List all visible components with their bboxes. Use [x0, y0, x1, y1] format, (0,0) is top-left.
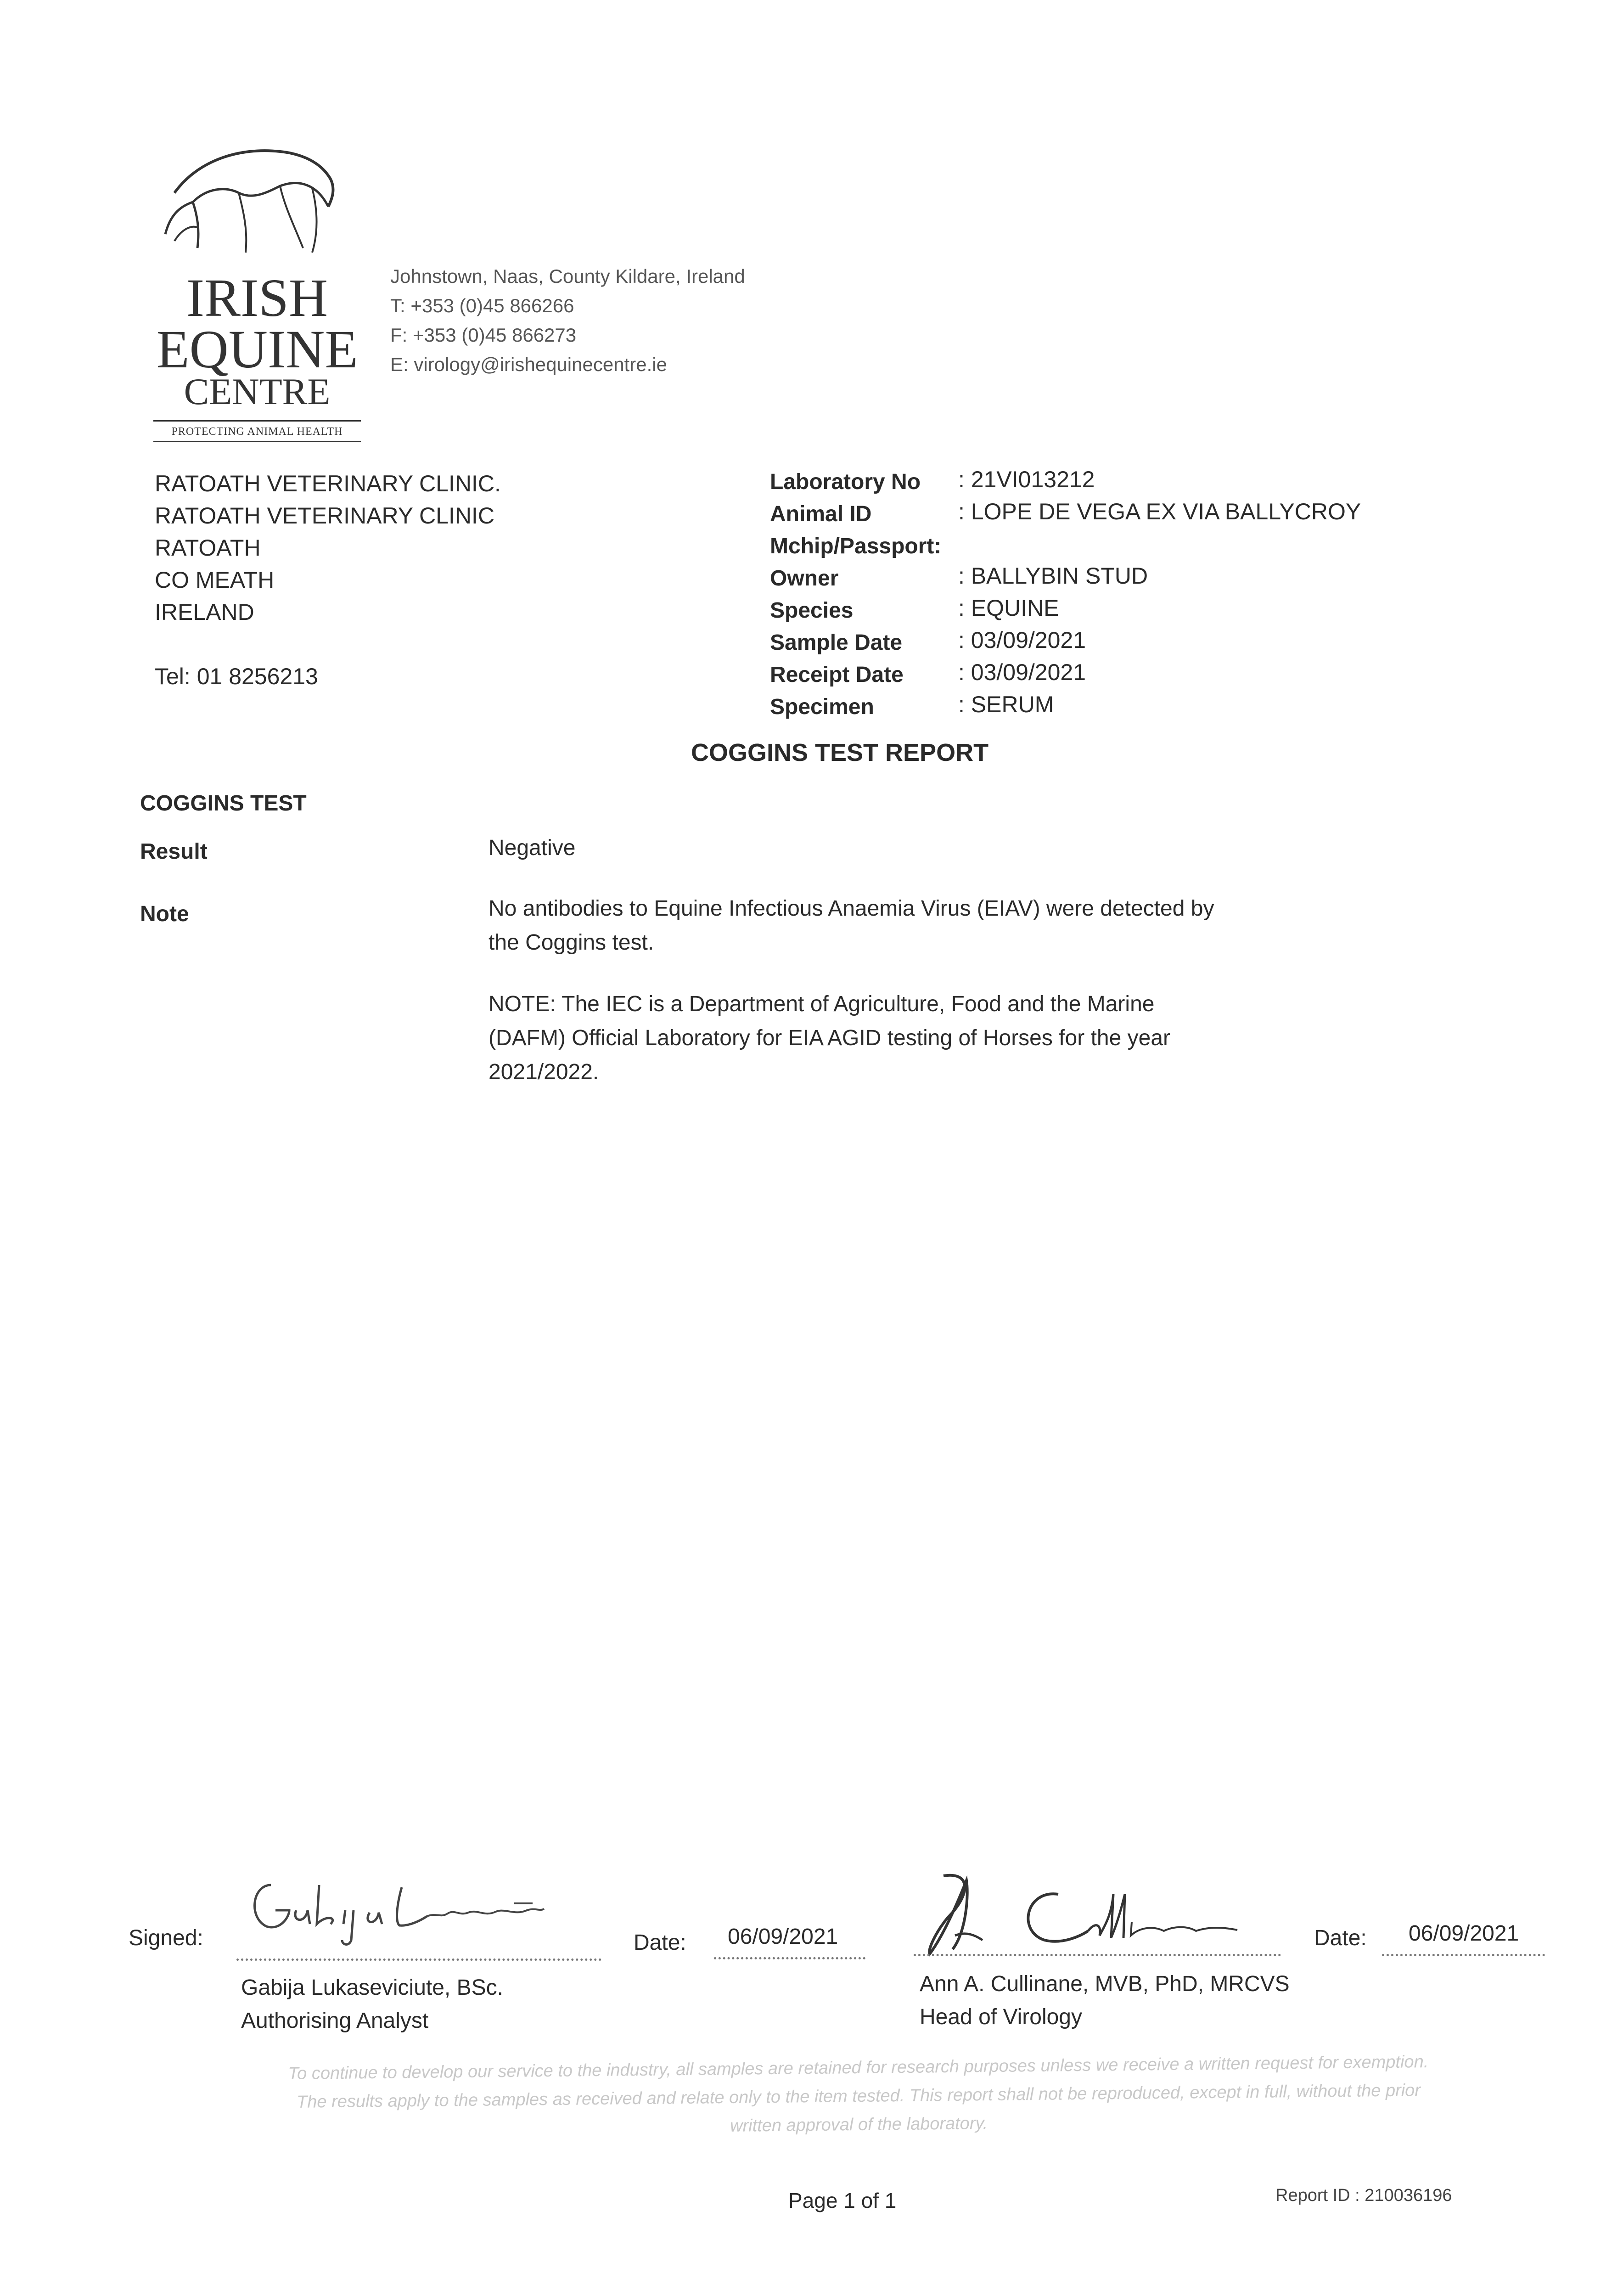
recipient-line: CO MEATH: [155, 567, 275, 593]
signatory-name-right: Ann A. Cullinane, MVB, PhD, MRCVS: [920, 1972, 1290, 1996]
logo-line-centre: CENTRE: [184, 371, 331, 412]
lab-label-receipt-date: Receipt Date: [770, 663, 904, 687]
dafm-note-line: 2021/2022.: [489, 1060, 599, 1084]
lab-value-sample-date: : 03/09/2021: [958, 627, 1086, 653]
section-heading: COGGINS TEST: [140, 791, 307, 816]
contact-email: E: virology@irishequinecentre.ie: [390, 354, 667, 375]
date-value-left: 06/09/2021: [728, 1925, 838, 1949]
lab-value-species: : EQUINE: [958, 595, 1059, 621]
note-line: the Coggins test.: [489, 930, 654, 955]
horse-logo-icon: [147, 142, 367, 280]
disclaimer-line: written approval of the laboratory.: [730, 2114, 988, 2136]
logo-line-irish: IRISH: [186, 268, 328, 328]
recipient-line: RATOATH VETERINARY CLINIC.: [155, 471, 501, 496]
contact-block: [390, 262, 849, 379]
note-line: No antibodies to Equine Infectious Anaemia Virus (EIAV) were detected by: [489, 896, 1214, 921]
recipient-address: [155, 467, 706, 628]
date-line-right: [1382, 1954, 1545, 1956]
note-text: [489, 892, 1407, 960]
recipient-tel: Tel: 01 8256213: [155, 664, 318, 689]
disclaimer-line: The results apply to the samples as received and relate only to the item tested. This report shall not be reproduced, except in full, without the prior: [296, 2081, 1421, 2112]
page-number: Page 1 of 1: [788, 2189, 897, 2212]
result-label: Result: [140, 839, 208, 864]
report-title: COGGINS TEST REPORT: [691, 739, 989, 766]
signatory-name-left: Gabija Lukaseviciute, BSc.: [241, 1975, 503, 2000]
signed-label: Signed:: [129, 1926, 203, 1950]
logo: [147, 142, 367, 445]
lab-label-owner: Owner: [770, 566, 839, 591]
signature-gabija: [239, 1867, 560, 1949]
date-line-left: [714, 1957, 865, 1959]
lab-info-row: [770, 595, 1550, 627]
recipient-line: IRELAND: [155, 599, 254, 625]
lab-value-laboratory-no: : 21VI013212: [958, 467, 1095, 492]
lab-info-row: [770, 498, 1550, 530]
lab-value-owner: : BALLYBIN STUD: [958, 563, 1148, 589]
signature-line-right: [914, 1954, 1281, 1956]
lab-info-row: [770, 466, 1550, 498]
recipient-line: RATOATH VETERINARY CLINIC: [155, 503, 494, 529]
lab-info-row: [770, 530, 1550, 563]
lab-value-specimen: : SERUM: [958, 692, 1054, 717]
date-value-right: 06/09/2021: [1409, 1921, 1519, 1946]
lab-value-receipt-date: : 03/09/2021: [958, 659, 1086, 685]
lab-value-animal-id: : LOPE DE VEGA EX VIA BALLYCROY: [958, 499, 1361, 524]
lab-info-row: [770, 627, 1550, 659]
signatory-role-right: Head of Virology: [920, 2005, 1082, 2029]
logo-tagline: PROTECTING ANIMAL HEALTH: [171, 426, 343, 438]
logo-line-equine: EQUINE: [156, 319, 358, 379]
lab-label-mchip: Mchip/Passport:: [770, 534, 942, 558]
disclaimer-line: To continue to develop our service to the industry, all samples are retained for research purposes unless we receive a written request for exemption.: [288, 2052, 1429, 2084]
contact-fax: F: +353 (0)45 866273: [390, 324, 577, 346]
signatory-right: [920, 1968, 1425, 2034]
lab-info-row: [770, 691, 1550, 723]
disclaimer: [220, 2047, 1497, 2145]
dafm-note-line: NOTE: The IEC is a Department of Agriculture, Food and the Marine: [489, 992, 1155, 1016]
lab-label-specimen: Specimen: [770, 695, 874, 719]
lab-label-sample-date: Sample Date: [770, 630, 903, 655]
lab-info: [770, 466, 1550, 723]
signatory-role-left: Authorising Analyst: [241, 2009, 429, 2033]
contact-phone: T: +353 (0)45 866266: [390, 295, 574, 316]
signature-cullinane: [916, 1867, 1274, 1958]
dafm-note-line: (DAFM) Official Laboratory for EIA AGID testing of Horses for the year: [489, 1026, 1170, 1050]
result-value: Negative: [489, 836, 576, 860]
lab-label-animal-id: Animal ID: [770, 502, 872, 526]
signatory-left: [241, 1971, 654, 2037]
lab-label-species: Species: [770, 598, 854, 623]
report-id: Report ID : 210036196: [1275, 2186, 1452, 2205]
recipient-line: RATOATH: [155, 535, 261, 561]
dafm-note: [489, 987, 1407, 1089]
logo-rule-bottom: [153, 441, 361, 442]
contact-address: Johnstown, Naas, County Kildare, Ireland: [390, 265, 745, 287]
lab-info-row: [770, 659, 1550, 691]
logo-rule-top: [153, 420, 361, 422]
note-label: Note: [140, 902, 189, 926]
date-label-left: Date:: [634, 1930, 686, 1955]
signature-line-left: [236, 1958, 601, 1961]
lab-info-row: [770, 563, 1550, 595]
date-label-right: Date:: [1314, 1926, 1367, 1950]
lab-label-laboratory-no: Laboratory No: [770, 470, 921, 494]
